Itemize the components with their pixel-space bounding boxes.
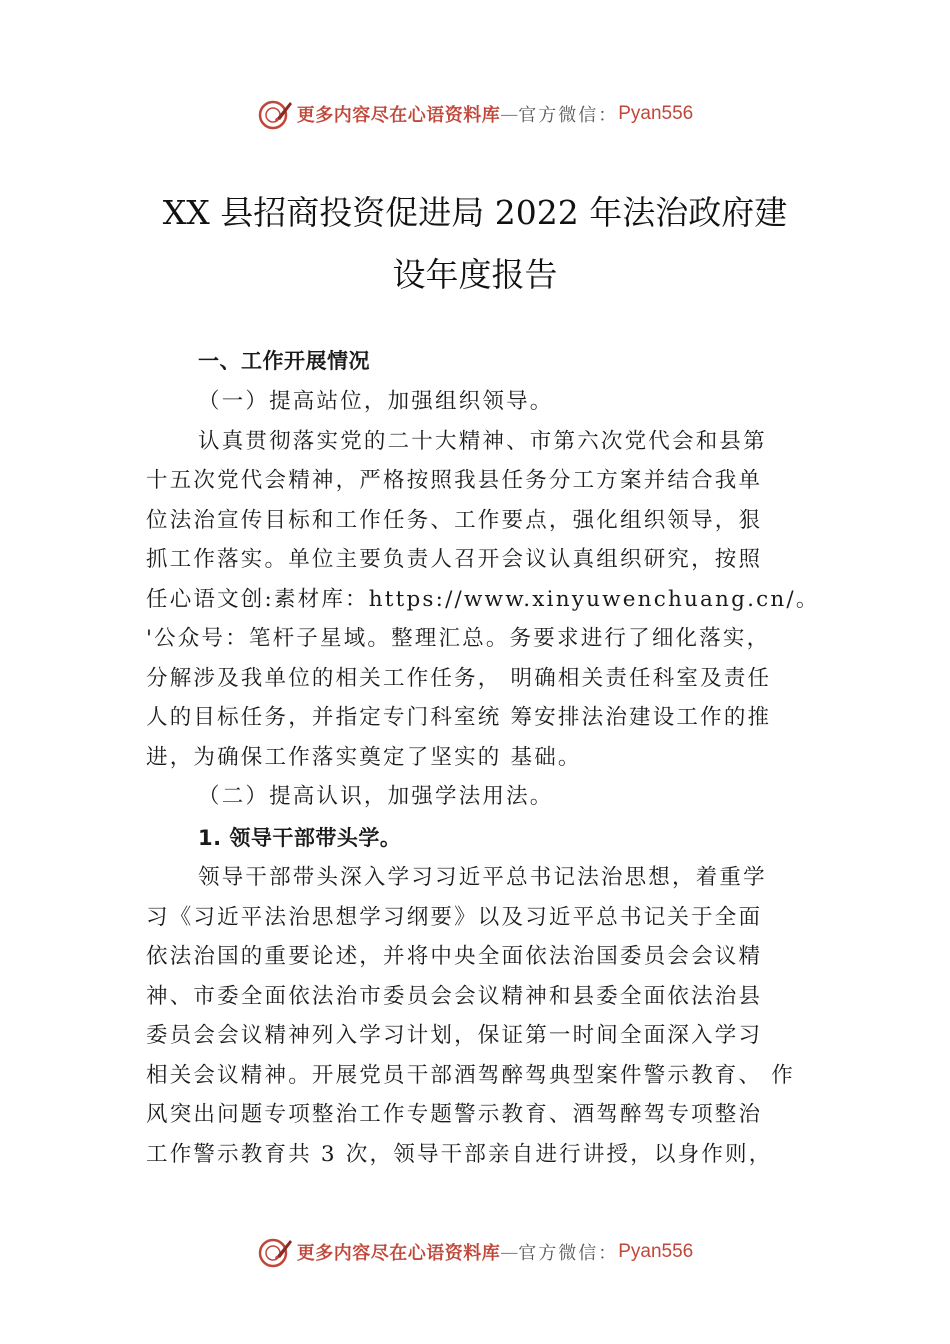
subsection-heading-1: （一）提高站位，加强组织领导。 xyxy=(198,389,554,414)
watermark-main-text: 更多内容尽在心语资料库 xyxy=(296,1243,501,1264)
paragraph-line: 神、市委全面依法治市委员会会议精神和县委全面依法治县 xyxy=(146,983,763,1009)
brush-logo-icon xyxy=(257,1234,293,1270)
item-heading-1: 1. 领导干部带头学。 xyxy=(198,825,402,850)
watermark-wechat-id: Pyan556 xyxy=(618,103,694,124)
watermark-separator: — xyxy=(500,1241,519,1263)
paragraph-line: 依法治国的重要论述，并将中央全面依法治国委员会会议精 xyxy=(146,944,763,969)
paragraph-line: 相关会议精神。开展党员干部酒驾醉驾典型案件警示教育、 作 xyxy=(146,1062,795,1088)
title-line-1: XX 县招商投资促进局 2022 年法治政府建 xyxy=(162,193,788,232)
paragraph-line: 委员会会议精神列入学习计划，保证第一时间全面深入学习 xyxy=(146,1023,763,1048)
paragraph-line: 十五次党代会精神，严格按照我县任务分工方案并结合我单 xyxy=(146,468,763,493)
paragraph-2 xyxy=(146,858,822,1174)
watermark-wechat-label: 官方微信： xyxy=(518,1243,619,1264)
paragraph-line: 领导干部带头深入学习习近平总书记法治思想，着重学 xyxy=(198,865,767,890)
title-line-2: 设年度报告 xyxy=(392,255,558,294)
paragraph-line: '公众号：笔杆子星域。整理汇总。务要求进行了细化落实， xyxy=(146,626,771,651)
paragraph-line: 认真贯彻落实党的二十大精神、市第六次党代会和县第 xyxy=(198,428,767,454)
watermark-wechat-label: 官方微信： xyxy=(518,105,619,126)
paragraph-line: 位法治宣传目标和工作任务、工作要点，强化组织领导，狠 xyxy=(146,507,763,533)
header-watermark-banner xyxy=(0,94,950,134)
subsection-heading-2: （二）提高认识，加强学法用法。 xyxy=(198,784,554,809)
paragraph-line: 工作警示教育共 3 次，领导干部亲自进行讲授，以身作则， xyxy=(146,1141,773,1167)
watermark-main-text: 更多内容尽在心语资料库 xyxy=(296,105,501,126)
document-body xyxy=(146,342,822,1174)
document-title xyxy=(60,182,890,306)
watermark-separator: — xyxy=(500,103,519,125)
paragraph-line: 分解涉及我单位的相关工作任务， 明确相关责任科室及责任 xyxy=(146,665,772,691)
brush-logo-icon xyxy=(257,96,293,132)
paragraph-line: 习《习近平法治思想学习纲要》以及习近平总书记关于全面 xyxy=(146,904,763,930)
paragraph-line: 抓工作落实。单位主要负责人召开会议认真组织研究，按照 xyxy=(146,547,763,572)
paragraph-line: 风突出问题专项整治工作专题警示教育、酒驾醉驾专项整治 xyxy=(146,1102,763,1127)
paragraph-line: 任心语文创:素材库：https://www.xinyuwenchuang.cn/。 xyxy=(146,586,820,612)
paragraph-line: 进，为确保工作落实奠定了坚实的 基础。 xyxy=(146,744,582,770)
section-heading-1: 一、工作开展情况 xyxy=(198,349,370,373)
watermark-wechat-id: Pyan556 xyxy=(618,1241,694,1262)
footer-watermark-banner xyxy=(0,1232,950,1272)
paragraph-1 xyxy=(146,422,822,778)
paragraph-line: 人的目标任务，并指定专门科室统 筹安排法治建设工作的推 xyxy=(146,705,772,730)
